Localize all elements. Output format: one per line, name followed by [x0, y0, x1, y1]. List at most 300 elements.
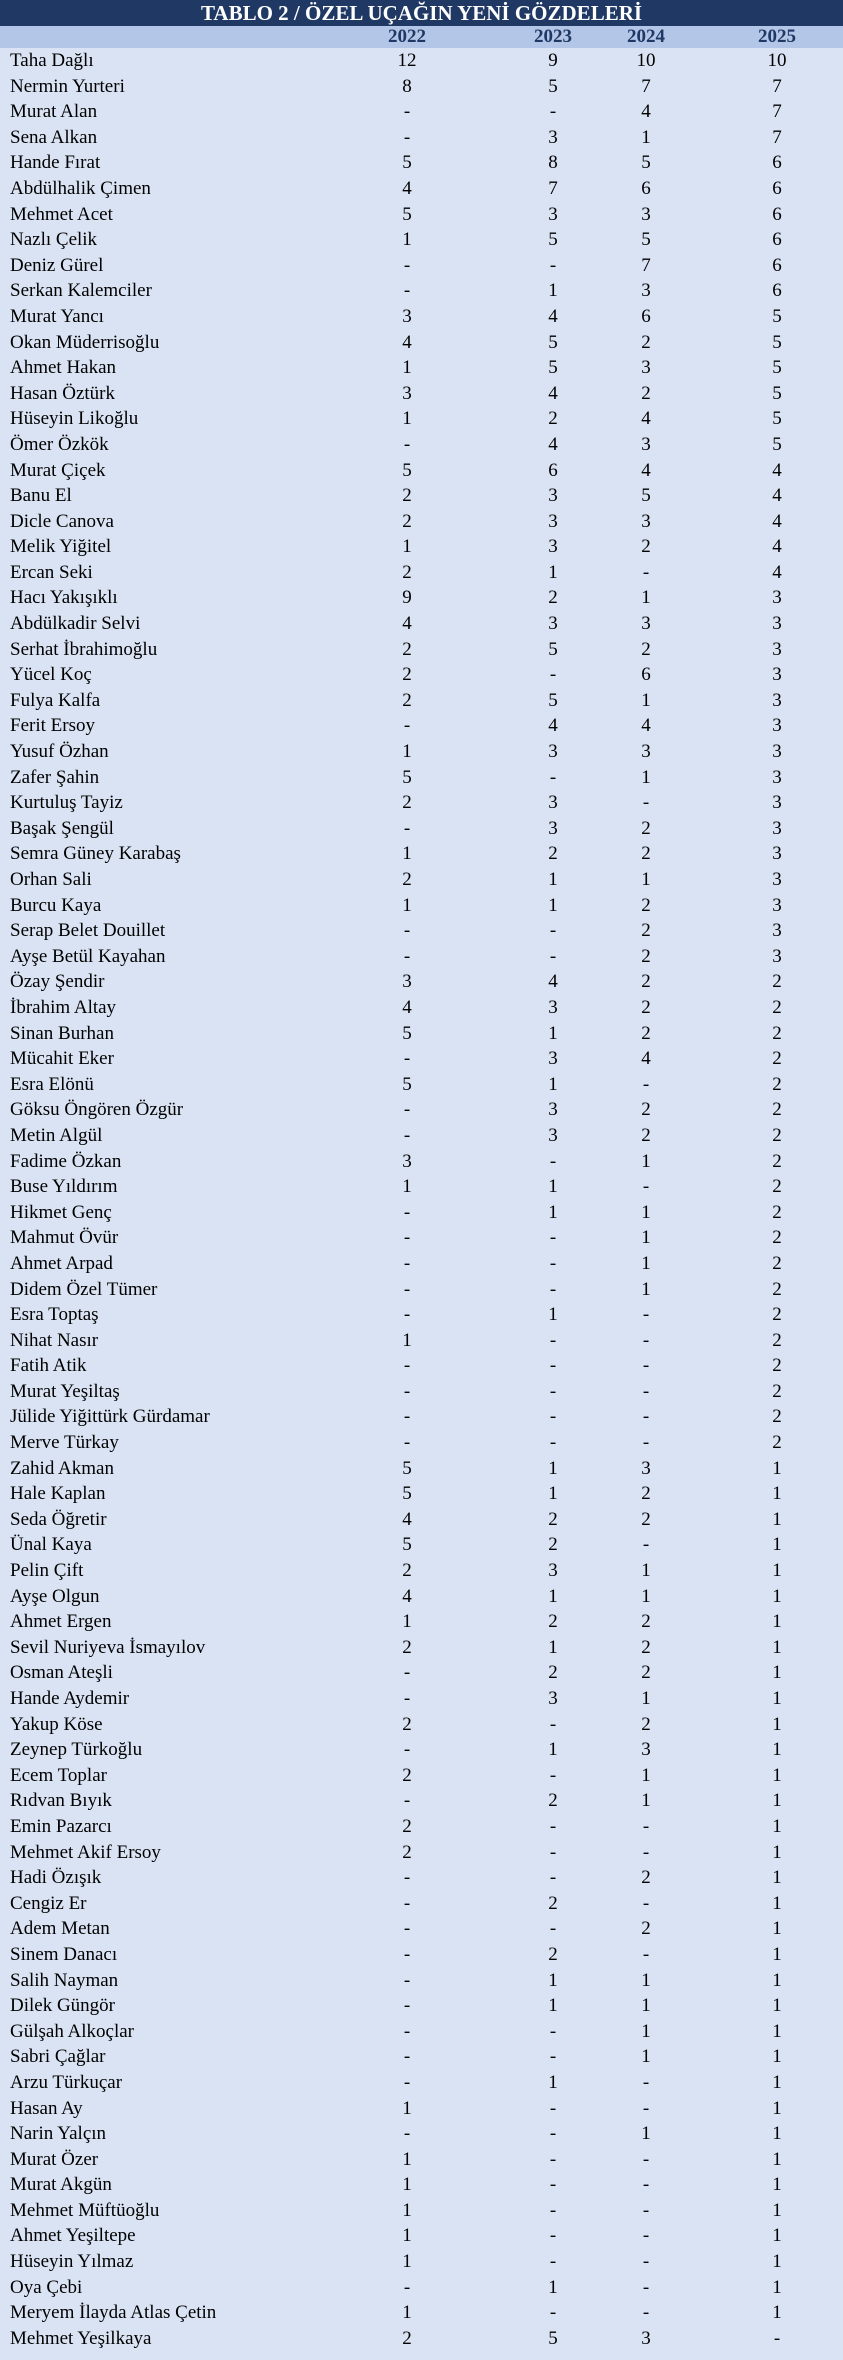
year-value-2022: -: [403, 1201, 411, 1223]
year-value-2022: 2: [402, 1815, 412, 1837]
year-value-2022: 1: [402, 2174, 412, 2196]
year-value-2025: 1: [772, 1560, 782, 1582]
table-row: [0, 867, 843, 893]
person-name: Seda Öğretir: [10, 1508, 107, 1530]
year-value-2024: 2: [641, 1483, 651, 1505]
year-value-2024: 10: [636, 50, 656, 71]
year-value-2024: 2: [641, 894, 651, 916]
year-value-2022: -: [403, 1380, 411, 1402]
table-row: [0, 1609, 843, 1635]
year-value-2023: 3: [548, 996, 558, 1018]
person-name: Hande Fırat: [10, 152, 101, 174]
year-value-2025: 3: [772, 664, 782, 686]
year-value-2023: 3: [548, 510, 558, 532]
year-value-2024: 1: [641, 1995, 651, 2017]
year-value-2022: -: [403, 920, 411, 942]
year-value-2025: 1: [772, 2046, 782, 2068]
table-row: [0, 662, 843, 688]
table-row: [0, 1865, 843, 1891]
year-value-2024: -: [642, 1176, 650, 1198]
person-name: Yusuf Özhan: [10, 741, 109, 763]
year-value-2025: 1: [772, 1943, 782, 1965]
year-value-2023: 1: [548, 1457, 558, 1479]
year-value-2022: -: [403, 1969, 411, 1991]
year-header-row: [0, 26, 843, 48]
person-name: Ömer Özkök: [10, 433, 109, 455]
person-name: Hacı Yakışıklı: [10, 587, 118, 609]
table-row: [0, 1635, 843, 1661]
year-value-2024: 1: [641, 126, 651, 148]
year-value-2024: 1: [641, 1201, 651, 1223]
year-value-2025: 10: [767, 50, 787, 71]
table-row: [0, 995, 843, 1021]
year-value-2025: 1: [772, 1969, 782, 1991]
year-value-2025: 6: [772, 177, 782, 199]
person-name: Hüseyin Likoğlu: [10, 408, 139, 430]
year-value-2022: -: [403, 1662, 411, 1684]
year-value-2025: 4: [772, 485, 782, 507]
year-value-2023: 1: [548, 894, 558, 916]
year-value-2023: 3: [548, 1048, 558, 1070]
year-value-2022: -: [403, 1252, 411, 1274]
person-name: Buse Yıldırım: [10, 1176, 118, 1198]
person-name: Ecem Toplar: [10, 1764, 107, 1786]
year-value-2022: -: [403, 101, 411, 123]
year-value-2025: 5: [772, 305, 782, 327]
year-value-2023: 3: [548, 1560, 558, 1582]
year-value-2025: 6: [772, 203, 782, 225]
table-row: [0, 2070, 843, 2096]
person-name: Murat Çiçek: [10, 459, 106, 481]
table-row: [0, 1916, 843, 1942]
year-value-2024: 4: [641, 459, 651, 481]
person-name: Murat Alan: [10, 101, 98, 123]
table-row: [0, 2223, 843, 2249]
table-row: [0, 1507, 843, 1533]
year-value-2023: 1: [548, 1304, 558, 1326]
person-name: Emin Pazarcı: [10, 1815, 112, 1837]
year-value-2024: -: [642, 2276, 650, 2298]
table-row: [0, 1379, 843, 1405]
year-value-2024: 2: [641, 920, 651, 942]
table-row: [0, 1225, 843, 1251]
table-row: [0, 1456, 843, 1482]
year-value-2023: 1: [548, 1969, 558, 1991]
table-row: [0, 1584, 843, 1610]
year-value-2024: -: [642, 1432, 650, 1454]
year-value-2025: 2: [772, 1150, 782, 1172]
year-value-2025: 2: [772, 1355, 782, 1377]
year-value-2022: -: [403, 1124, 411, 1146]
year-value-2025: 1: [772, 1662, 782, 1684]
year-value-2024: 1: [641, 1790, 651, 1812]
year-value-2022: 9: [402, 587, 412, 609]
year-value-2023: 8: [548, 152, 558, 174]
year-value-2023: 1: [548, 869, 558, 890]
year-value-2022: 4: [402, 613, 412, 635]
person-name: Hasan Ay: [10, 2097, 83, 2119]
person-name: Ferit Ersoy: [10, 715, 95, 737]
year-value-2025: 2: [772, 1124, 782, 1146]
year-value-2023: -: [549, 254, 557, 276]
year-value-2023: 4: [548, 382, 558, 404]
table-row: [0, 713, 843, 739]
year-value-2022: 1: [402, 894, 412, 916]
year-value-2025: 4: [772, 536, 782, 558]
year-value-2024: 3: [641, 1457, 651, 1479]
table-row: [0, 304, 843, 330]
year-value-2025: 5: [772, 408, 782, 430]
table-row: [0, 611, 843, 637]
year-value-2022: 1: [402, 229, 412, 251]
year-value-2024: 1: [641, 689, 651, 711]
year-value-2025: 6: [772, 229, 782, 251]
table-row: [0, 918, 843, 944]
year-value-2024: 2: [641, 1662, 651, 1684]
year-value-2025: 6: [772, 280, 782, 302]
person-name: Arzu Türkuçar: [10, 2071, 123, 2093]
year-value-2023: 1: [548, 1073, 558, 1095]
table-row: [0, 534, 843, 560]
year-value-2022: -: [403, 126, 411, 148]
year-value-2024: 6: [641, 177, 651, 199]
person-name: Taha Dağlı: [10, 50, 94, 71]
year-value-2024: 2: [641, 536, 651, 558]
person-name: Oya Çebi: [10, 2276, 83, 2298]
person-name: Pelin Çift: [10, 1560, 84, 1582]
year-value-2024: 2: [641, 638, 651, 660]
year-value-2025: 1: [772, 1534, 782, 1556]
year-value-2022: -: [403, 945, 411, 967]
table-title: TABLO 2 / ÖZEL UÇAĞIN YENİ GÖZDELERİ: [0, 0, 843, 26]
person-name: Banu El: [10, 485, 72, 507]
person-name: Zafer Şahin: [10, 766, 100, 788]
year-value-2022: -: [403, 1790, 411, 1812]
person-name: Dicle Canova: [10, 510, 114, 532]
table-row: [0, 1968, 843, 1994]
year-value-2024: 3: [641, 433, 651, 455]
table-row: [0, 2326, 843, 2352]
year-value-2023: 2: [548, 1892, 558, 1914]
person-name: Melik Yiğitel: [10, 536, 112, 558]
year-value-2024: -: [642, 1329, 650, 1351]
table-row: [0, 125, 843, 151]
year-value-2023: 1: [548, 1201, 558, 1223]
year-value-2023: -: [549, 2174, 557, 2196]
person-name: Esra Elönü: [10, 1073, 94, 1095]
year-value-2023: 2: [548, 1943, 558, 1965]
year-value-2024: 3: [641, 203, 651, 225]
year-value-2024: -: [642, 2097, 650, 2119]
year-value-2025: 1: [772, 2174, 782, 2196]
year-value-2024: -: [642, 2148, 650, 2170]
year-value-2022: 2: [402, 485, 412, 507]
person-name: Ahmet Arpad: [10, 1252, 113, 1274]
year-value-2023: -: [549, 1406, 557, 1428]
year-value-2024: 1: [641, 587, 651, 609]
person-name: Serkan Kalemciler: [10, 280, 152, 302]
year-value-2023: 4: [548, 305, 558, 327]
person-name: Okan Müderrisoğlu: [10, 331, 160, 353]
year-value-2023: -: [549, 1815, 557, 1837]
person-name: Sevil Nuriyeva İsmayılov: [10, 1636, 206, 1658]
table-row: [0, 227, 843, 253]
person-name: Mehmet Müftüoğlu: [10, 2199, 160, 2221]
table-row: [0, 2249, 843, 2275]
table-row: [0, 253, 843, 279]
year-value-2025: 2: [772, 1278, 782, 1300]
year-value-2022: 1: [402, 2097, 412, 2119]
table-row: [0, 739, 843, 765]
year-value-2024: 7: [641, 254, 651, 276]
year-value-2025: 2: [772, 1073, 782, 1095]
year-value-2023: 3: [548, 741, 558, 763]
year-value-2025: 3: [772, 920, 782, 942]
year-value-2022: -: [403, 254, 411, 276]
year-value-2022: -: [403, 2071, 411, 2093]
year-value-2023: 3: [548, 817, 558, 839]
table-row: [0, 1149, 843, 1175]
table-row: [0, 585, 843, 611]
year-value-2023: -: [549, 1432, 557, 1454]
year-value-2022: -: [403, 433, 411, 455]
year-value-2024: 2: [641, 817, 651, 839]
person-name: Burcu Kaya: [10, 894, 102, 916]
table-row: [0, 48, 843, 74]
year-value-2025: 1: [772, 2020, 782, 2042]
table-row: [0, 1660, 843, 1686]
year-value-2022: -: [403, 1227, 411, 1249]
table-body: [0, 48, 843, 2351]
table-row: [0, 1532, 843, 1558]
year-value-2022: 12: [397, 50, 417, 71]
table-row: [0, 1097, 843, 1123]
year-value-2023: 6: [548, 459, 558, 481]
year-value-2022: 5: [402, 459, 412, 481]
table-row: [0, 1891, 843, 1917]
year-value-2023: 2: [548, 1611, 558, 1633]
year-value-2025: 1: [772, 2123, 782, 2145]
year-value-2024: 3: [641, 510, 651, 532]
year-value-2023: 1: [548, 1585, 558, 1607]
person-name: Narin Yalçın: [10, 2123, 107, 2145]
person-name: Nazlı Çelik: [10, 229, 98, 251]
year-value-2024: 2: [641, 1508, 651, 1530]
year-value-2025: 2: [772, 1252, 782, 1274]
year-value-2025: 1: [772, 2276, 782, 2298]
person-name: Özay Şendir: [10, 971, 105, 993]
year-value-2023: 5: [548, 75, 558, 97]
year-value-2023: 1: [548, 280, 558, 302]
year-value-2022: 1: [402, 357, 412, 379]
year-value-2025: 2: [772, 1380, 782, 1402]
year-value-2022: 5: [402, 152, 412, 174]
table-row: [0, 483, 843, 509]
year-value-2023: -: [549, 2020, 557, 2042]
year-value-2023: -: [549, 1380, 557, 1402]
year-value-2023: -: [549, 766, 557, 788]
person-name: Ünal Kaya: [10, 1534, 92, 1556]
year-value-2023: 4: [548, 433, 558, 455]
year-value-2022: 1: [402, 1176, 412, 1198]
table-row: [0, 355, 843, 381]
year-value-2025: 3: [772, 869, 782, 890]
year-value-2025: 1: [772, 1841, 782, 1863]
person-name: Murat Özer: [10, 2148, 99, 2170]
table-row: [0, 2044, 843, 2070]
year-value-2023: -: [549, 1867, 557, 1889]
year-value-2024: -: [642, 2071, 650, 2093]
year-value-2025: 1: [772, 1918, 782, 1940]
year-value-2022: 1: [402, 408, 412, 430]
year-value-2023: 1: [548, 2276, 558, 2298]
year-value-2022: 2: [402, 510, 412, 532]
table-row: [0, 458, 843, 484]
person-name: Rıdvan Bıyık: [10, 1790, 112, 1812]
year-value-2025: 4: [772, 561, 782, 583]
table-row: [0, 1788, 843, 1814]
person-name: Nermin Yurteri: [10, 75, 125, 97]
year-value-2022: -: [403, 2020, 411, 2042]
year-value-2022: 4: [402, 996, 412, 1018]
table-row: [0, 816, 843, 842]
person-name: Hasan Öztürk: [10, 382, 115, 404]
year-value-2025: 1: [772, 1688, 782, 1709]
year-value-2025: 1: [772, 1457, 782, 1479]
year-value-2025: 1: [772, 2199, 782, 2221]
person-name: İbrahim Altay: [10, 996, 117, 1018]
year-value-2024: 4: [641, 1048, 651, 1070]
year-value-2022: 3: [402, 305, 412, 327]
year-value-2024: 1: [641, 1560, 651, 1582]
person-name: Semra Güney Karabaş: [10, 843, 181, 865]
year-value-2024: 2: [641, 971, 651, 993]
year-value-2022: 5: [402, 1483, 412, 1505]
table-row: [0, 1277, 843, 1303]
year-value-2022: 2: [402, 1636, 412, 1658]
year-value-2022: 5: [402, 1457, 412, 1479]
year-value-2023: 2: [548, 1790, 558, 1812]
table-row: [0, 1763, 843, 1789]
year-value-2024: -: [642, 2225, 650, 2247]
person-name: Osman Ateşli: [10, 1662, 113, 1684]
year-value-2022: 1: [402, 2199, 412, 2221]
table-row: [0, 1072, 843, 1098]
table-row: [0, 1302, 843, 1328]
person-name: Fulya Kalfa: [10, 689, 101, 711]
year-value-2022: -: [403, 715, 411, 737]
year-value-2025: 2: [772, 1329, 782, 1351]
year-value-2025: 3: [772, 945, 782, 967]
year-value-2024: 7: [641, 75, 651, 97]
year-value-2025: 3: [772, 843, 782, 865]
person-name: Metin Algül: [10, 1124, 103, 1146]
year-value-2025: 1: [772, 1611, 782, 1633]
year-value-2025: 3: [772, 894, 782, 916]
person-name: Murat Yancı: [10, 305, 104, 327]
year-value-2022: 1: [402, 843, 412, 865]
year-value-2024: -: [642, 1815, 650, 1837]
person-name: Sinan Burhan: [10, 1022, 114, 1044]
year-value-2022: 2: [402, 561, 412, 583]
year-value-2024: 3: [641, 741, 651, 763]
person-name: Zeynep Türkoğlu: [10, 1739, 143, 1761]
year-value-2022: -: [403, 1867, 411, 1889]
table-row: [0, 2096, 843, 2122]
year-value-2022: 1: [402, 536, 412, 558]
person-name: Hüseyin Yılmaz: [10, 2251, 134, 2273]
year-value-2023: -: [549, 1150, 557, 1172]
year-value-2025: 6: [772, 152, 782, 174]
table-row: [0, 1840, 843, 1866]
year-value-2024: 4: [641, 101, 651, 123]
year-value-2023: -: [549, 2123, 557, 2145]
year-value-2025: 5: [772, 357, 782, 379]
year-value-2024: -: [642, 2302, 650, 2324]
year-value-2024: 3: [641, 280, 651, 302]
table-row: [0, 637, 843, 663]
year-value-2022: 4: [402, 331, 412, 353]
year-value-2024: -: [642, 1943, 650, 1965]
person-name: Murat Yeşiltaş: [10, 1380, 120, 1402]
year-value-2024: 1: [641, 766, 651, 788]
year-value-2023: -: [549, 1355, 557, 1377]
year-value-2024: 2: [641, 1636, 651, 1658]
year-value-2024: 1: [641, 1150, 651, 1172]
year-value-2023: 1: [548, 1636, 558, 1658]
table-row: [0, 2275, 843, 2301]
year-value-2024: 2: [641, 1099, 651, 1121]
year-value-2024: -: [642, 2251, 650, 2273]
year-value-2024: -: [642, 1355, 650, 1377]
table-row: [0, 1430, 843, 1456]
year-value-2024: 5: [641, 229, 651, 251]
person-name: Jülide Yiğittürk Gürdamar: [10, 1406, 210, 1428]
year-value-2022: 3: [402, 382, 412, 404]
year-value-2023: 3: [548, 536, 558, 558]
person-name: Hadi Özışık: [10, 1867, 102, 1889]
year-value-2025: -: [773, 2327, 781, 2349]
table-row: [0, 2019, 843, 2045]
year-value-2023: 3: [548, 203, 558, 225]
person-name: Abdülhalik Çimen: [10, 177, 151, 199]
year-value-2025: 7: [772, 101, 782, 123]
person-name: Fatih Atik: [10, 1355, 87, 1377]
year-value-2022: -: [403, 1918, 411, 1940]
year-value-2024: 2: [641, 1867, 651, 1889]
table-row: [0, 2198, 843, 2224]
year-value-2025: 2: [772, 1304, 782, 1326]
year-value-2025: 1: [772, 1815, 782, 1837]
year-value-2022: 2: [402, 1713, 412, 1735]
year-value-2025: 2: [772, 1227, 782, 1249]
year-value-2023: 2: [548, 843, 558, 865]
table-row: [0, 688, 843, 714]
year-value-2022: 1: [402, 1611, 412, 1633]
year-value-2025: 2: [772, 1099, 782, 1121]
year-value-2023: -: [549, 2148, 557, 2170]
year-value-2024: -: [642, 1406, 650, 1428]
year-value-2025: 2: [772, 1176, 782, 1198]
year-value-2023: -: [549, 2046, 557, 2068]
table-row: [0, 509, 843, 535]
person-name: Mahmut Övür: [10, 1227, 119, 1249]
year-value-2022: 2: [402, 2327, 412, 2349]
table-row: [0, 1404, 843, 1430]
person-name: Sinem Danacı: [10, 1943, 118, 1965]
year-value-2022: 4: [402, 1508, 412, 1530]
year-value-2022: 1: [402, 2148, 412, 2170]
